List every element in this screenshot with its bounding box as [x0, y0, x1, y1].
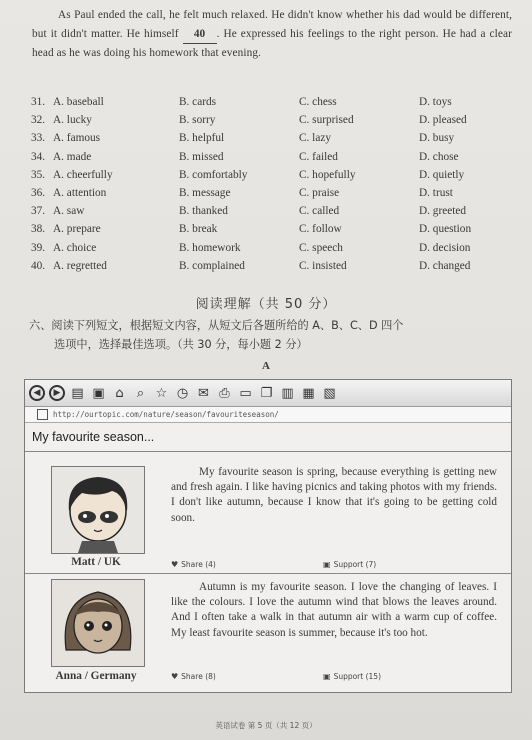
question-number: 31. — [31, 96, 46, 108]
option-c: C. speech — [299, 241, 343, 254]
option-d: D. decision — [419, 241, 471, 254]
media-icon[interactable]: ▥ — [281, 385, 294, 401]
option-a: A. saw — [53, 205, 85, 218]
poster-name: Matt / UK — [71, 556, 121, 568]
option-b: B. sorry — [179, 114, 216, 127]
option-a: A. famous — [53, 132, 101, 145]
option-a: A. choice — [53, 241, 97, 254]
save-icon[interactable]: ▣ — [92, 385, 105, 401]
option-d: D. quietly — [419, 168, 465, 181]
folder-icon[interactable]: ▧ — [323, 385, 336, 401]
option-c: C. insisted — [299, 259, 347, 272]
option-c: C. follow — [299, 223, 342, 236]
option-d: D. pleased — [419, 114, 467, 127]
option-b: B. thanked — [179, 205, 228, 218]
option-c: C. chess — [299, 96, 337, 108]
share-count: Share (4) — [181, 560, 216, 569]
edit-icon[interactable]: ▭ — [239, 385, 252, 401]
option-a: A. baseball — [53, 96, 104, 108]
passage-text-2: . He expressed his feelings to the right person. He had a clear head as he was doing his homework that evening. — [32, 27, 512, 59]
option-d: D. chose — [419, 150, 459, 163]
avatar-boy — [51, 466, 145, 554]
thumbs-up-icon: ▣ — [323, 672, 331, 681]
page-footer: 英语试卷 第 5 页（共 12 页） — [215, 721, 317, 730]
support-link[interactable] — [323, 672, 381, 681]
history-icon[interactable]: ◷ — [176, 385, 189, 401]
option-row — [31, 169, 511, 187]
option-b: B. message — [179, 186, 231, 199]
option-d: D. changed — [419, 259, 471, 272]
window-icon[interactable]: ❐ — [260, 385, 273, 401]
passage-text-1: As Paul ended the call, he felt much relaxed. He didn't know whether his dad would be different, but it didn't matter. He himself — [32, 9, 512, 40]
poster-name: Anna / Germany — [55, 670, 137, 682]
question-number: 37. — [31, 205, 46, 218]
option-row — [31, 223, 511, 241]
browser-window — [24, 379, 512, 693]
option-a: A. prepare — [53, 223, 101, 236]
support-count: Support (15) — [333, 672, 381, 681]
blank-40: 40 — [183, 25, 217, 45]
option-b: B. homework — [179, 241, 241, 254]
address-bar[interactable] — [25, 407, 511, 423]
option-c: C. failed — [299, 150, 338, 163]
post-text: My favourite season is spring, because everything is getting new and fresh again. I like having picnics and taking photos with my friends. I don't like autumn, because I know that it's going to be getting cold soon. — [171, 466, 497, 524]
question-number: 35. — [31, 168, 46, 181]
question-number: 40. — [31, 259, 46, 272]
option-d: D. busy — [419, 132, 455, 145]
instructions — [29, 317, 514, 354]
option-c: C. praise — [299, 186, 340, 199]
option-row — [31, 187, 511, 205]
option-a: A. made — [53, 150, 92, 163]
question-number: 32. — [31, 114, 46, 127]
support-link[interactable] — [323, 560, 376, 569]
question-number: 33. — [31, 132, 46, 145]
option-row — [31, 114, 511, 132]
page-favicon-icon — [37, 409, 48, 420]
option-d: D. toys — [419, 96, 452, 108]
option-b: B. break — [179, 223, 218, 236]
question-number: 34. — [31, 150, 46, 163]
passage-ending — [32, 6, 512, 63]
url-text: http://ourtopic.com/nature/season/favouriteseason/ — [53, 410, 279, 419]
option-row — [31, 260, 511, 278]
boy-illustration — [52, 467, 144, 553]
girl-illustration — [52, 580, 144, 666]
option-row — [31, 132, 511, 150]
option-c: C. called — [299, 205, 340, 218]
search-icon[interactable]: ⌕ — [136, 385, 145, 401]
option-c: C. hopefully — [299, 168, 356, 181]
options-list — [31, 96, 511, 278]
option-c: C. surprised — [299, 114, 354, 127]
option-c: C. lazy — [299, 132, 331, 145]
option-a: A. regretted — [53, 259, 107, 272]
option-row — [31, 205, 511, 223]
question-number: 38. — [31, 223, 46, 236]
thumbs-up-icon: ▣ — [323, 560, 331, 569]
page-icon[interactable]: ▤ — [71, 385, 84, 401]
option-b: B. cards — [179, 96, 217, 108]
heart-icon: ♥ — [171, 560, 179, 569]
back-icon[interactable]: ◀ — [29, 385, 45, 401]
option-row — [31, 242, 511, 260]
page-heading: My favourite season... — [25, 423, 511, 452]
option-row — [31, 96, 511, 114]
option-a: A. attention — [53, 186, 107, 199]
option-a: A. cheerfully — [53, 168, 113, 181]
instructions-line-2: 选项中，选择最佳选项。（共 30 分，每小题 2 分） — [54, 337, 308, 351]
post-text: Autumn is my favourite season. I love the changing of leaves. I like the colours. I love the autumn wind that blows the leaves around. And I often take a walk in that autumn air with a warm cup of coffee. My least favourite season is summer, because it's too hot. — [171, 581, 497, 639]
forward-icon[interactable]: ▶ — [49, 385, 65, 401]
mail-icon[interactable]: ✉ — [198, 385, 209, 401]
option-d: D. question — [419, 223, 472, 236]
option-b: B. helpful — [179, 132, 225, 145]
heart-icon: ♥ — [171, 672, 179, 681]
option-d: D. greeted — [419, 205, 467, 218]
option-b: B. comfortably — [179, 168, 248, 181]
question-number: 39. — [31, 241, 46, 254]
post-card — [25, 574, 511, 691]
instructions-line-1: 六、阅读下列短文，根据短文内容，从短文后各题所给的 A、B、C、D 四个 — [29, 319, 404, 332]
option-a: A. lucky — [53, 114, 92, 127]
support-count: Support (7) — [333, 560, 377, 569]
browser-toolbar — [25, 380, 511, 407]
option-b: B. complained — [179, 259, 245, 272]
share-count: Share (8) — [181, 672, 216, 681]
avatar-girl — [51, 579, 145, 667]
section-title: 阅读理解（共 50 分） — [195, 297, 337, 312]
print-icon[interactable]: ⎙ — [219, 385, 230, 401]
home-icon[interactable]: ⌂ — [115, 385, 124, 401]
option-row — [31, 151, 511, 169]
post-card — [25, 460, 511, 574]
passage-letter: A — [262, 360, 270, 372]
book-icon[interactable]: ▦ — [302, 385, 315, 401]
share-link[interactable] — [171, 672, 216, 681]
question-number: 36. — [31, 186, 46, 199]
option-d: D. trust — [419, 186, 453, 199]
option-b: B. missed — [179, 150, 224, 163]
favorites-icon[interactable]: ☆ — [155, 385, 168, 401]
share-link[interactable] — [171, 560, 216, 569]
